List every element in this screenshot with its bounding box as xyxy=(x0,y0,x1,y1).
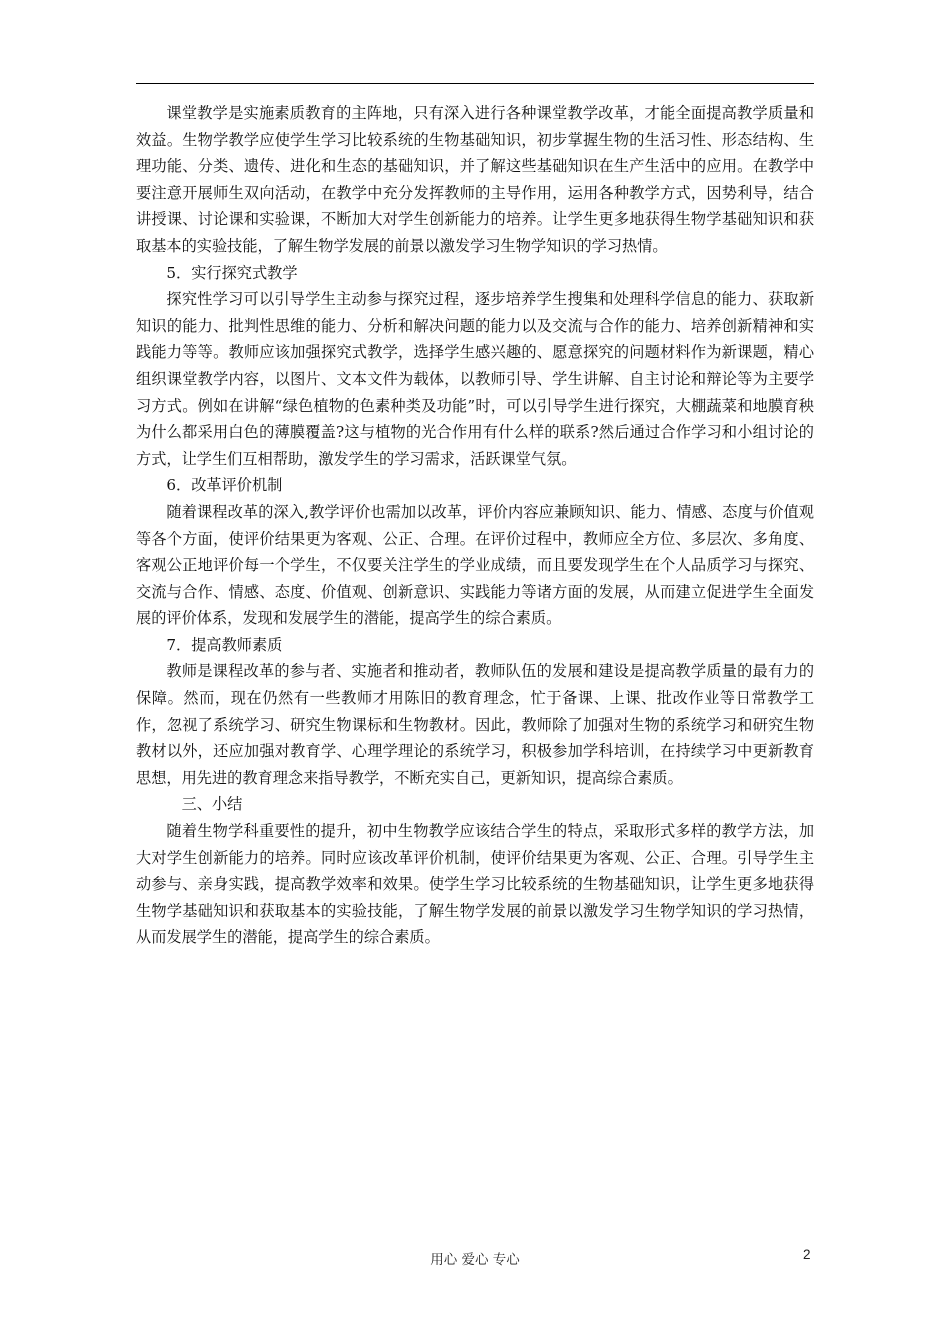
heading-evaluation-reform: 6．改革评价机制 xyxy=(166,476,283,495)
document-body xyxy=(136,100,814,951)
heading-inquiry-teaching: 5．实行探究式教学 xyxy=(166,263,298,282)
header-rule xyxy=(136,83,814,84)
footer-slogan: 用心 爱心 专心 xyxy=(430,1252,520,1268)
paragraph-summary: 随着生物学科重要性的提升，初中生物教学应该结合学生的特点，采取形式多样的教学方法，加大对学生创新能力的培养。同时应该改革评价机制，使评价结果更为客观、公正、合理。引导学生主动参与、亲身实践，提高教学效率和效果。使学生学习比较系统的生物基础知识，让学生更多地获得生物学基础知识和获取基本的实验技能，了解生物学发展的前景以激发学习生物学知识的学习热情，从而发展学生的潜能，提高学生的综合素质。 xyxy=(136,822,814,947)
paragraph-teacher-quality: 教师是课程改革的参与者、实施者和推动者，教师队伍的发展和建设是提高教学质量的最有力的保障。然而，现在仍然有一些教师才用陈旧的教育理念，忙于备课、上课、批改作业等日常教学工作，忽视了系统学习、研究生物课标和生物教材。因此，教师除了加强对生物的系统学习和研究生物教材以外，还应加强对教育学、心理学理论的系统学习，积极参加学科培训，在持续学习中更新教育思想，用先进的教育理念来指导教学，不断充实自己，更新知识，提高综合素质。 xyxy=(136,662,814,787)
paragraph-evaluation-reform: 随着课程改革的深入,教学评价也需加以改革，评价内容应兼顾知识、能力、情感、态度与价值观等各个方面，使评价结果更为客观、公正、合理。在评价过程中，教师应全方位、多层次、多角度、客观公正地评价每一个学生，不仅要关注学生的学业成绩，而且要发现学生在个人品质学习与探究、交流与合作、情感、态度、价值观、创新意识、实践能力等诸方面的发展，从而建立促进学生全面发展的评价体系，发现和发展学生的潜能，提高学生的综合素质。 xyxy=(136,502,814,628)
paragraph-inquiry-teaching: 探究性学习可以引导学生主动参与探究过程，逐步培养学生搜集和处理科学信息的能力、获取新知识的能力、批判性思维的能力、分析和解决问题的能力以及交流与合作的能力、培养创新精神和实践能力等等。教师应该加强探究式教学，选择学生感兴趣的、愿意探究的问题材料作为新课题，精心组织课堂教学内容，以图片、文本文件为载体，以教师引导、学生讲解、自主讨论和辩论等为主要学习方式。例如在讲解“绿色植物的色素种类及功能”时，可以引导学生进行探究，大棚蔬菜和地膜育秧为什么都采用白色的薄膜覆盖?这与植物的光合作用有什么样的联系?然后通过合作学习和小组讨论的方式，让学生们互相帮助，激发学生的学习需求，活跃课堂气氛。 xyxy=(136,290,814,468)
heading-teacher-quality: 7．提高教师素质 xyxy=(166,635,283,654)
page-number: 2 xyxy=(803,1247,811,1262)
heading-summary: 三、小结 xyxy=(181,795,243,814)
paragraph-classroom-teaching: 课堂教学是实施素质教育的主阵地，只有深入进行各种课堂教学改革，才能全面提高教学质量和效益。生物学教学应使学生学习比较系统的生物基础知识，初步掌握生物的生活习性、形态结构、生理功能、分类、遗传、进化和生态的基础知识，并了解这些基础知识在生产生活中的应用。在教学中要注意开展师生双向活动，在教学中充分发挥教师的主导作用，运用各种教学方式，因势利导，结合讲授课、讨论课和实验课，不断加大对学生创新能力的培养。让学生更多地获得生物学基础知识和获取基本的实验技能，了解生物学发展的前景以激发学习生物学知识的学习热情。 xyxy=(136,104,814,255)
